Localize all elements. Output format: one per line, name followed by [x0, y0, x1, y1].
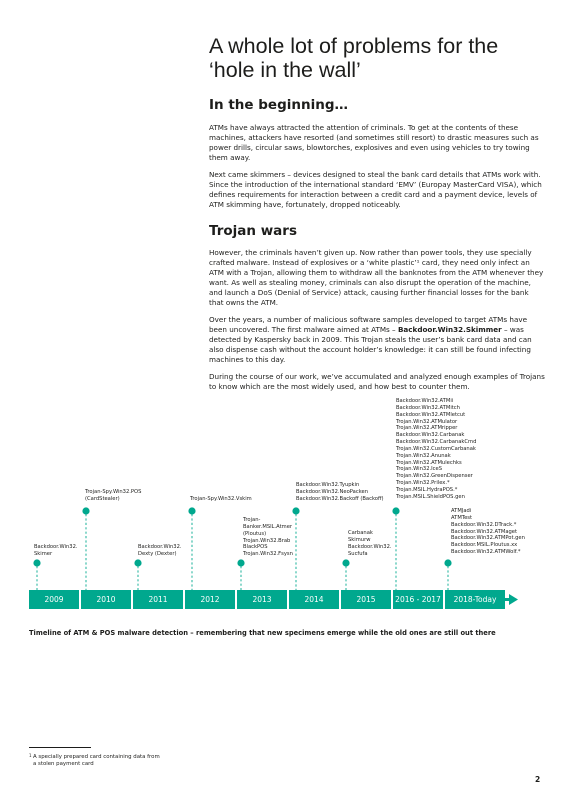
node-2010: [82, 507, 89, 514]
malware-name: Trojan-: [243, 517, 261, 523]
year-2018-today: 2018-Today: [445, 590, 505, 609]
page-title: A whole lot of problems for the ‘hole in the wall’: [209, 34, 499, 82]
malware-name: Backdoor.MSIL.Ploutus.xx: [451, 542, 518, 549]
timeline-entry-2014: [296, 482, 384, 503]
malware-name: Backdoor.Win32.ATMletcut: [396, 411, 466, 418]
malware-name: Trojan-Spy.Win32.Vskim: [190, 496, 252, 502]
year-2014: 2014: [289, 590, 339, 609]
malware-name: Trojan.Win32.Fsysn: [243, 551, 293, 558]
timeline-caption: Timeline of ATM & POS malware detection – remembering that new specimens emerge while the old ones are still out there: [29, 629, 496, 637]
malware-name: Trojan.Win32.Brab: [243, 537, 291, 544]
malware-name: ATMTest: [451, 514, 473, 521]
timeline-entry-2015: [348, 530, 392, 557]
malware-name: Banker.MSIL.Atmer: [243, 523, 293, 530]
timeline-entry-2012: [190, 496, 252, 503]
timeline-entry-2011: [138, 544, 182, 558]
paragraph: ATMs have always attracted the attention of criminals. To get at the contents of these machines, attackers have resorted (and sometimes still resort) to drastic measures such as power drills, circular saws, blowtorches, explosives and even using vehicles to try towing them away.: [209, 123, 539, 162]
malware-name: Backdoor.Win32.CarbanakCmd: [396, 439, 477, 446]
year-2010: 2010: [81, 590, 131, 609]
node-2018: [444, 559, 451, 566]
malware-name: Backdoor.Win32.ATMWolf.*: [451, 549, 521, 556]
malware-name: (Ploutus): [243, 530, 267, 537]
malware-name: Backdoor.Win32.NeoPacken: [296, 488, 369, 495]
section-heading-trojan-wars: Trojan wars: [209, 223, 297, 239]
malware-name: (CardStealer): [85, 495, 120, 502]
timeline-entry-2010: [85, 489, 141, 503]
paragraph-text: Over the years, a number of malicious software samples developed to target ATMs have been uncovered. The first malware aimed at ATMs –: [209, 315, 528, 334]
paragraph-text: – was detected by Kaspersky back in 2009. This Trojan steals the user’s bank card data and can also dispense cash without the account holder’s knowledge: it can still be found infecting machines to this day.: [209, 325, 532, 364]
malware-name: Trojan.Win32.ATMripper: [396, 425, 458, 432]
page-number: 2: [535, 775, 541, 784]
year-2009: 2009: [29, 590, 79, 609]
malware-name: Backdoor.Win32.ATMPot.gen: [451, 535, 525, 542]
malware-name: Skimer: [34, 550, 53, 557]
year-2015: 2015: [341, 590, 391, 609]
malware-name: Backdoor.Win32.ATMitch: [396, 404, 460, 411]
malware-name: Trojan.Win32.IceS: [396, 466, 443, 473]
malware-name: Backdoor.Win32.Tyupkin: [296, 482, 360, 488]
malware-name: Trojan.Win32.ATMulator: [396, 418, 458, 425]
paragraph: However, the criminals haven’t given up. Now rather than power tools, they use specially crafted malware. Instead of explosives or a ‘white plastic’¹ card, they need only infect an ATM with a Trojan, allowing them to withdraw all the banknotes from the ATM whenever they want. As well as stealing money, criminals can also disrupt the operation of the machine, and launch a DoS (Denial of Service) attack, causing further financial losses for the bank that owns the ATM.: [209, 248, 544, 307]
malware-name: Backdoor.Win32.: [348, 543, 392, 550]
malware-name: Backdoor.Win32.Carbanak: [396, 432, 465, 439]
footnote: [29, 754, 160, 767]
paragraph: During the course of our work, we’ve accumulated and analyzed enough examples of Trojans to know which are the most widely used, and how best to counter them.: [209, 372, 545, 391]
node-2015: [342, 559, 349, 566]
malware-name: BlackPOS: [243, 544, 268, 551]
malware-name: Dexty (Dexter): [138, 550, 177, 557]
node-2014: [292, 507, 299, 514]
malware-name: Backdoor.Win32.ATMii: [396, 398, 454, 404]
timeline-entry-2009: [34, 544, 78, 558]
year-2013: 2013: [237, 590, 287, 609]
footnote-text-line: a stolen payment card: [33, 760, 94, 767]
malware-name: Trojan.MSIL.HydraPOS.*: [396, 486, 458, 493]
malware-name: Trojan.MSIL.ShieldPOS.gen: [396, 493, 465, 500]
node-2013: [237, 559, 244, 566]
malware-name: Trojan.Win32.Anunak: [396, 452, 451, 459]
timeline-entry-2016-2017: [396, 398, 476, 501]
malware-name: Backdoor.Win32.: [138, 544, 182, 550]
malware-name: Skimurw: [348, 536, 371, 543]
year-2016-2017: 2016 - 2017: [393, 590, 443, 609]
malware-name: Backdoor.Win32.Backoff (Backoff): [296, 495, 384, 502]
paragraph: Next came skimmers – devices designed to steal the bank card details that ATMs work with. Since the introduction of the international standard ‘EMV’ (Europay MasterCard VISA), which defines requirements for interaction between a credit card and a payment device, levels of ATM skimming have, fortunately, dropped noticeably.: [209, 170, 542, 209]
malware-name: Sucfufa: [348, 550, 368, 557]
malware-name: Trojan.Win32.ATMulechks: [396, 459, 462, 466]
malware-name: Backdoor.Win32.: [34, 544, 78, 550]
footnote-divider: [29, 747, 91, 748]
malware-name: Carbanak: [348, 530, 373, 536]
node-2011: [134, 559, 141, 566]
malware-name: Trojan.Win32.GreenDispenser: [396, 473, 473, 480]
year-2012: 2012: [185, 590, 235, 609]
malware-name: Backdoor.Win32.Skimmer: [397, 325, 502, 334]
malware-name: Backdoor.Win32.ATMaget: [451, 528, 518, 535]
node-2009: [33, 559, 40, 566]
malware-name: Trojan.Win32.Prilex.*: [396, 480, 450, 487]
malware-name: Backdoor.Win32.DTrack.*: [451, 521, 517, 528]
footnote-number: 1: [29, 753, 32, 758]
timeline-arrow-head: [509, 594, 518, 605]
timeline-entry-2018-today: [451, 508, 525, 556]
node-2016: [392, 507, 399, 514]
footnote-text-line: A specially prepared card containing data from: [33, 754, 160, 760]
node-2012: [188, 507, 195, 514]
year-2011: 2011: [133, 590, 183, 609]
timeline-entry-2013: [243, 517, 293, 558]
malware-name: Trojan-Spy.Win32.POS: [85, 489, 142, 495]
malware-name: ATMJadi: [451, 508, 472, 514]
malware-name: Trojan.Win32.CustomCarbanak: [396, 445, 476, 452]
section-heading-beginning: In the beginning…: [209, 97, 348, 113]
